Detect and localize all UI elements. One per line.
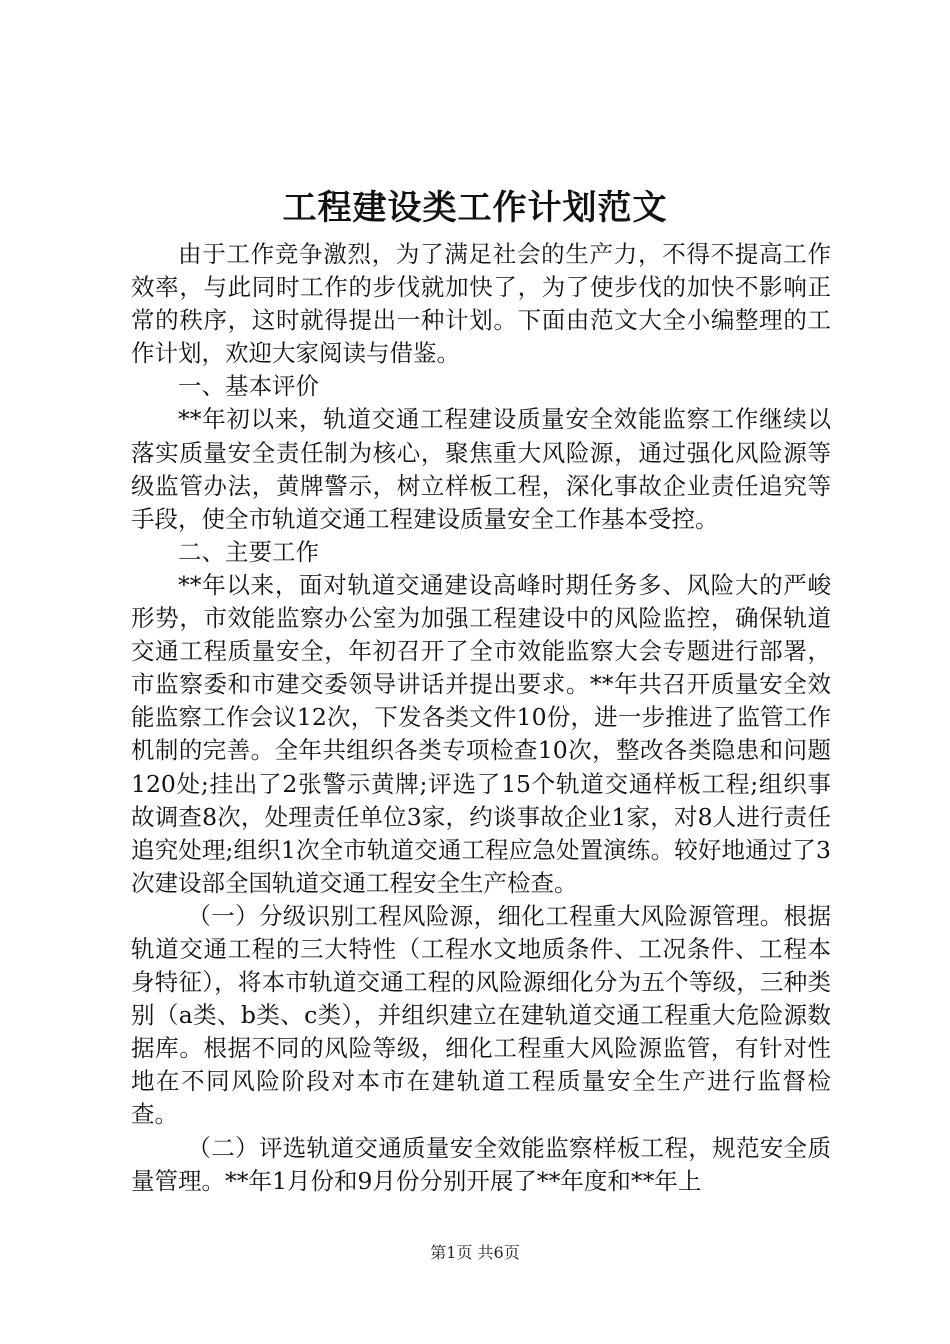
section-heading-main-work: 二、主要工作 [178, 537, 319, 566]
intro-paragraph: 由于工作竞争激烈，为了满足社会的生产力，不得不提高工作效率，与此同时工作的步伐就加快了，为了使步伐的加快不影响正常的秩序，这时就得提出一种计划。下面由范文大全小编整理的工作计划，欢迎大家阅读与借鉴。 [131, 240, 831, 368]
document-title: 工程建设类工作计划范文 [282, 188, 668, 228]
subsection-model-project-paragraph: （二）评选轨道交通质量安全效能监察样板工程，规范安全质量管理。**年1月份和9月份分别开展了**年度和**年上 [131, 1133, 831, 1195]
basic-evaluation-paragraph: **年初以来，轨道交通工程建设质量安全效能监察工作继续以落实质量安全责任制为核心，聚焦重大风险源，通过强化风险源等级监管办法，黄牌警示，树立样板工程，深化事故企业责任追究等手段，使全市轨道交通工程建设质量安全工作基本受控。 [131, 405, 831, 533]
subsection-risk-source-paragraph: （一）分级识别工程风险源，细化工程重大风险源管理。根据轨道交通工程的三大特性（工程水文地质条件、工况条件、工程本身特征），将本市轨道交通工程的风险源细化分为五个等级，三种类别（a类、b类、c类），并组织建立在建轨道交通工程重大危险源数据库。根据不同的风险等级，细化工程重大风险源监管，有针对性地在不同风险阶段对本市在建轨道工程质量安全生产进行监督检查。 [131, 901, 831, 1129]
section-heading-basic-evaluation: 一、基本评价 [178, 372, 319, 401]
main-work-paragraph: **年以来，面对轨道交通建设高峰时期任务多、风险大的严峻形势，市效能监察办公室为加强工程建设中的风险监控，确保轨道交通工程质量安全，年初召开了全市效能监察大会专题进行部署，市监察委和市建交委领导讲话并提出要求。**年共召开质量安全效能监察工作会议12次，下发各类文件10份，进一步推进了监管工作机制的完善。全年共组织各类专项检查10次，整改各类隐患和问题120处;挂出了2张警示黄牌;评选了15个轨道交通样板工程;组织事故调查8次，处理责任单位3家，约谈事故企业1家，对8人进行责任追究处理;组织1次全市轨道交通工程应急处置演练。较好地通过了3次建设部全国轨道交通工程安全生产检查。 [131, 570, 831, 897]
document-body [131, 238, 831, 1198]
page-number-footer: 第1页 共6页 [430, 1243, 520, 1262]
